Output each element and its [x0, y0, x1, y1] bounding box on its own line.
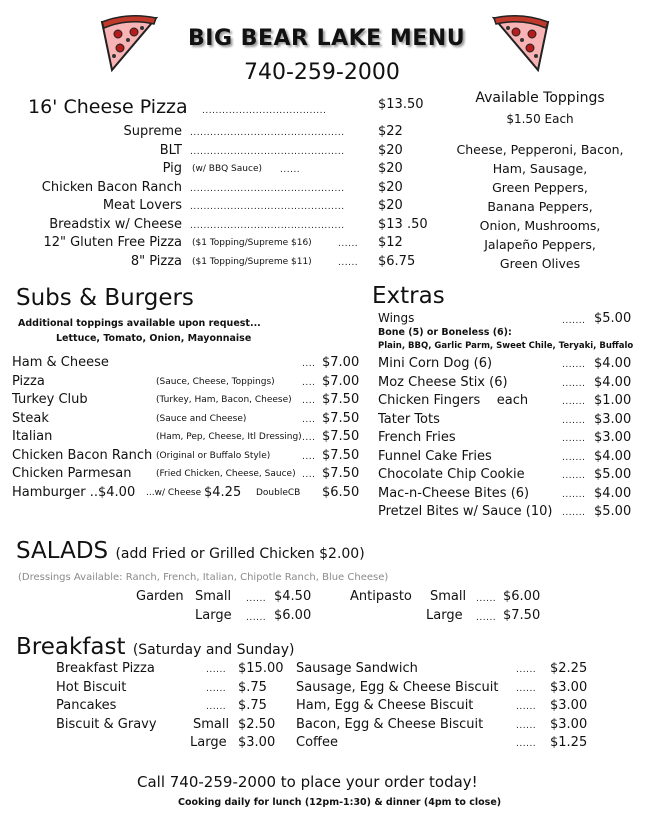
dot-leader: .... — [302, 451, 316, 462]
pizza-item-price: $13 .50 — [378, 216, 428, 232]
dot-leader: ...... — [206, 702, 227, 712]
pizza-item-name: 12" Gluten Free Pizza — [43, 235, 182, 250]
header-phone: 740-259-2000 — [244, 60, 400, 85]
salad-dressings: (Dressings Available: Ranch, French, Italian, Chipotle Ranch, Blue Cheese) — [18, 572, 389, 583]
dot-leader: ...... — [516, 720, 537, 731]
toppings-box — [450, 90, 630, 275]
antipasto-salad-name: Antipasto — [350, 589, 412, 604]
extras-item-price: $4.00 — [594, 448, 632, 464]
pizza-item-note: (w/ BBQ Sauce) — [192, 164, 262, 174]
pizza-item-note: ($1 Topping/Supreme $16) — [192, 238, 312, 248]
toppings-list — [450, 142, 630, 275]
extras-item-name: Funnel Cake Fries — [378, 448, 492, 464]
topping-line: Ham, Sausage, — [492, 161, 588, 176]
sub-item-note: (Sauce and Cheese) — [156, 413, 247, 424]
dot-leader: ....... — [562, 434, 586, 444]
antipasto-large-price: $7.50 — [503, 608, 541, 623]
breakfast-item-price: $3.00 — [238, 735, 276, 750]
topping-line: Onion, Mushrooms, — [479, 218, 601, 233]
sub-item-price: $7.50 — [322, 429, 360, 444]
breakfast-subtitle: (Saturday and Sunday) — [132, 642, 295, 658]
dot-leader: ....... — [562, 508, 586, 518]
dot-leader: ...... — [476, 613, 497, 623]
breakfast-heading — [16, 634, 294, 660]
wings-price: $5.00 — [594, 311, 632, 326]
dot-leader: ....... — [562, 378, 586, 389]
extras-item-price: $3.00 — [594, 411, 632, 427]
extras-item-name: Pretzel Bites w/ Sauce (10) — [378, 504, 553, 519]
sub-item-note: (Fried Chicken, Cheese, Sauce) — [156, 469, 296, 479]
breakfast-item-size: Small — [193, 716, 230, 732]
pizza-item-name: Meat Lovers — [102, 198, 182, 213]
breakfast-item-price: $.75 — [238, 698, 267, 713]
pizza-item-price: $22 — [378, 124, 403, 139]
breakfast-item-size: Large — [190, 735, 227, 750]
extras-item-price: $4.00 — [594, 374, 632, 390]
pizza-item-name: 8" Pizza — [130, 253, 182, 269]
garden-large-price: $6.00 — [274, 608, 312, 623]
sub-item-note: (Original or Buffalo Style) — [156, 450, 271, 461]
extras-item-price: $3.00 — [594, 430, 632, 445]
sub-item-price: $7.50 — [322, 410, 360, 426]
pizza-item-note: ($1 Topping/Supreme $11) — [192, 256, 312, 267]
extras-item-name: Chocolate Chip Cookie — [378, 467, 525, 482]
subs-heading: Subs & Burgers — [16, 285, 194, 311]
double-price: $6.50 — [322, 485, 360, 500]
cheese-pizza-name: 16' Cheese Pizza — [28, 96, 188, 118]
pizza-item-name: Supreme — [123, 124, 182, 139]
antipasto-large-label: Large — [426, 608, 463, 623]
dot-leader: ....... — [562, 471, 586, 481]
pizza-item-price: $6.75 — [378, 253, 416, 269]
dot-leader: .... — [302, 470, 316, 480]
breakfast-item-name: Sausage Sandwich — [296, 661, 418, 676]
dot-leader: ..................................... — [202, 106, 327, 116]
dot-leader: .... — [302, 414, 316, 425]
dot-leader: ....... — [562, 397, 586, 407]
dot-leader: ...... — [246, 613, 267, 623]
dot-leader: .............................................. — [190, 146, 345, 157]
topping-line: Cheese, Pepperoni, Bacon, — [456, 142, 624, 157]
toppings-price: $1.50 Each — [506, 112, 574, 126]
dot-leader: ...... — [476, 594, 497, 604]
extras-item-name: Mac-n-Cheese Bites (6) — [378, 485, 530, 501]
extras-item-price: $4.00 — [594, 485, 632, 501]
dot-leader: ...... — [280, 165, 301, 175]
dot-leader: ....... — [562, 452, 586, 463]
breakfast-item-price: $1.25 — [550, 735, 588, 750]
pizza-item-price: $12 — [378, 235, 403, 250]
extras-item-price: $5.00 — [594, 504, 632, 519]
topping-line: Green Peppers, — [492, 180, 588, 195]
pizza-slice-icon — [98, 14, 160, 74]
hamburger-name: Hamburger ..$4.00 — [12, 485, 136, 500]
dot-leader: ....... — [562, 316, 586, 326]
double-label: DoubleCB — [256, 488, 301, 498]
breakfast-item-name: Ham, Egg & Cheese Biscuit — [296, 698, 474, 713]
pizza-item-name: Breadstix w/ Cheese — [49, 216, 182, 232]
dot-leader: ...... — [246, 594, 267, 604]
pizza-item-name: Pig — [162, 161, 182, 176]
breakfast-item-price: $2.50 — [238, 716, 276, 732]
sub-item-price: $7.00 — [322, 355, 360, 370]
pizza-item-name: BLT — [159, 142, 182, 158]
antipasto-small-label: Small — [430, 589, 467, 604]
sub-item-name: Chicken Bacon Ranch — [12, 447, 153, 463]
wings-flavors: Plain, BBQ, Garlic Parm, Sweet Chile, Teryaki, Buffalo — [378, 341, 634, 351]
toppings-title: Available Toppings — [475, 90, 605, 106]
garden-salad-name: Garden — [136, 589, 184, 604]
garden-large-label: Large — [195, 608, 232, 623]
subs-note: Additional toppings available upon request... — [18, 318, 261, 329]
subs-note-toppings: Lettuce, Tomato, Onion, Mayonnaise — [56, 333, 252, 344]
breakfast-item-name: Pancakes — [56, 698, 117, 713]
menu-title: BIG BEAR LAKE MENU — [188, 26, 466, 51]
dot-leader: ....... — [562, 360, 586, 370]
wings-name: Wings — [378, 311, 415, 325]
topping-line: Green Olives — [499, 256, 581, 271]
salads-title: SALADS — [16, 538, 109, 564]
pizza-item-price: $20 — [378, 161, 403, 176]
breakfast-item-name: Breakfast Pizza — [56, 661, 155, 676]
dot-leader: ...... — [338, 239, 359, 249]
cheeseburger-price: $4.25 — [204, 485, 242, 500]
sub-item-note: (Turkey, Ham, Bacon, Cheese) — [156, 395, 292, 405]
extras-item-name: Chicken Fingers each — [378, 393, 529, 408]
salads-heading — [16, 538, 365, 564]
sub-item-price: $7.50 — [322, 447, 360, 463]
breakfast-item-price: $2.25 — [550, 661, 588, 676]
dot-leader: .............................................. — [190, 183, 345, 194]
sub-item-note: (Sauce, Cheese, Toppings) — [156, 376, 275, 387]
extras-item-name: Mini Corn Dog (6) — [378, 356, 493, 371]
breakfast-item-price: $.75 — [238, 679, 267, 695]
extras-item-name: Moz Cheese Stix (6) — [378, 374, 508, 390]
dot-leader: .... — [302, 433, 316, 443]
salads-subtitle: (add Fried or Grilled Chicken $2.00) — [115, 546, 365, 562]
topping-line: Banana Peppers, — [487, 199, 593, 214]
dot-leader: ...... — [206, 665, 227, 675]
wings-note: Bone (5) or Boneless (6): — [378, 327, 512, 338]
pizza-slice-icon — [490, 14, 552, 74]
sub-item-note: (Ham, Pep, Cheese, Itl Dressing) — [156, 432, 302, 442]
sub-item-name: Steak — [12, 410, 49, 426]
sub-item-price: $7.50 — [322, 466, 360, 481]
pizza-item-price: $20 — [378, 179, 403, 195]
sub-item-price: $7.50 — [322, 392, 360, 407]
breakfast-item-name: Sausage, Egg & Cheese Biscuit — [296, 679, 499, 695]
sub-item-name: Chicken Parmesan — [12, 466, 132, 481]
dot-leader: ...... — [516, 665, 537, 675]
sub-item-name: Italian — [12, 429, 53, 444]
footer-hours: Cooking daily for lunch (12pm-1:30) & dinner (4pm to close) — [178, 797, 502, 808]
dot-leader: .............................................. — [190, 202, 345, 212]
extras-item-price: $4.00 — [594, 356, 632, 371]
sub-item-name: Ham & Cheese — [12, 355, 109, 370]
extras-item-price: $5.00 — [594, 467, 632, 482]
breakfast-item-name: Biscuit & Gravy — [56, 716, 157, 732]
cheeseburger-label: ...w/ Cheese — [146, 488, 202, 498]
footer-call: Call 740-259-2000 to place your order today! — [137, 773, 478, 791]
dot-leader: ...... — [516, 739, 537, 749]
extras-item-name: French Fries — [378, 430, 456, 445]
antipasto-small-price: $6.00 — [503, 589, 541, 604]
breakfast-item-price: $3.00 — [550, 716, 588, 732]
breakfast-item-price: $15.00 — [238, 661, 284, 676]
breakfast-item-name: Hot Biscuit — [56, 679, 127, 695]
garden-small-price: $4.50 — [274, 589, 312, 604]
sub-item-name: Turkey Club — [12, 392, 88, 407]
dot-leader: ....... — [562, 415, 586, 426]
dot-leader: ...... — [338, 257, 359, 268]
dot-leader: .... — [302, 377, 316, 388]
dot-leader: ...... — [516, 702, 537, 712]
pizza-item-price: $20 — [378, 198, 403, 213]
extras-heading: Extras — [372, 283, 445, 309]
sub-item-price: $7.00 — [322, 373, 360, 389]
extras-item-name: Tater Tots — [378, 411, 440, 427]
breakfast-title: Breakfast — [16, 634, 126, 660]
dot-leader: .............................................. — [190, 220, 345, 231]
pizza-item-name: Chicken Bacon Ranch — [41, 179, 182, 195]
breakfast-item-price: $3.00 — [550, 679, 588, 695]
dot-leader: ....... — [562, 489, 586, 500]
dot-leader: ...... — [206, 683, 227, 694]
extras-item-price: $1.00 — [594, 393, 632, 408]
breakfast-item-price: $3.00 — [550, 698, 588, 713]
cheese-pizza-price: $13.50 — [378, 97, 424, 112]
dot-leader: ...... — [516, 683, 537, 694]
breakfast-item-name: Coffee — [296, 735, 338, 750]
breakfast-item-name: Bacon, Egg & Cheese Biscuit — [296, 716, 484, 732]
dot-leader: .... — [302, 396, 316, 406]
dot-leader: .............................................. — [190, 128, 345, 138]
dot-leader: .... — [302, 359, 316, 369]
garden-small-label: Small — [195, 589, 232, 604]
sub-item-name: Pizza — [12, 373, 45, 389]
pizza-item-price: $20 — [378, 142, 403, 158]
topping-line: Jalapeño Peppers, — [484, 237, 596, 252]
